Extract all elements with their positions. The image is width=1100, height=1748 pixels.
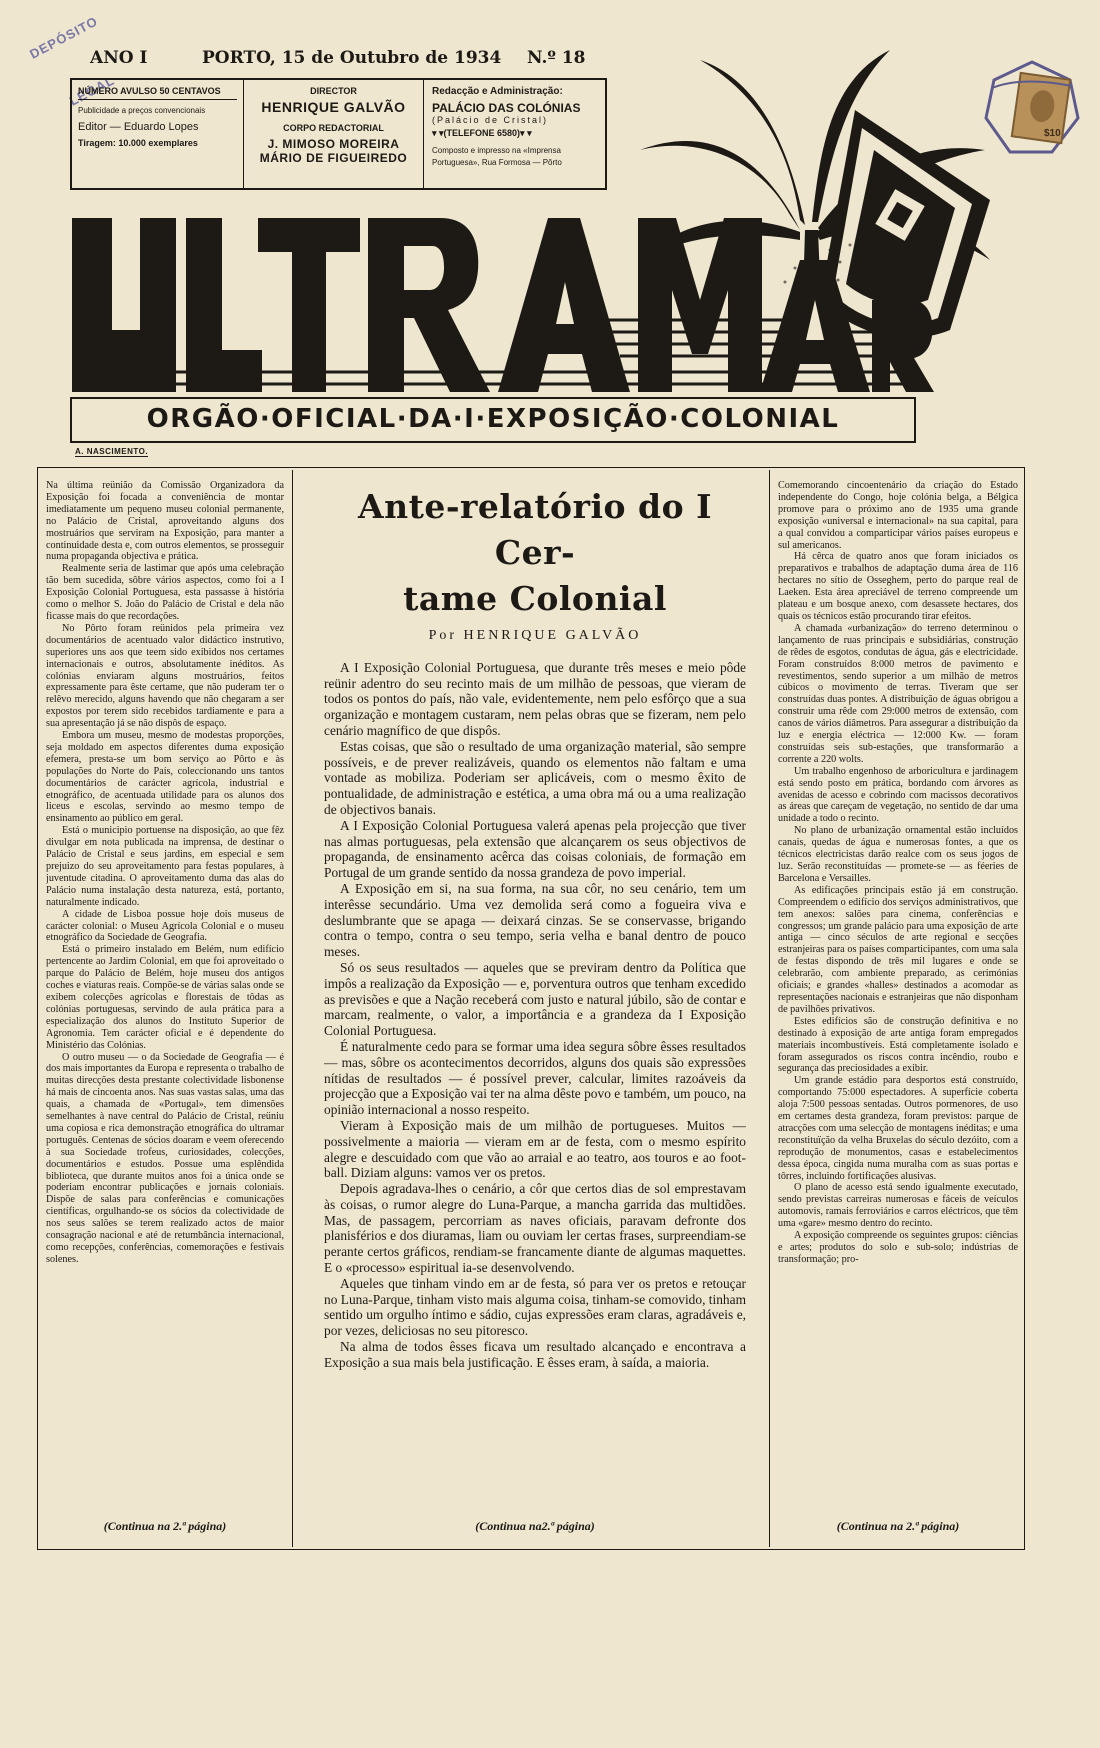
center-paragraph-9: Aqueles que tinham vindo em ar de festa, só para ver os pretos e retouçar no Luna-Parque, tinham visto mais alguma coisa, tinham-se comovido, tinham sentido um orgulho íntimo e sádio, cujas expressões eram claras, agradáveis e, por vezes, deliciosas no seu pitoresco.	[324, 1275, 746, 1339]
address-label: Redacção e Administração:	[432, 86, 563, 97]
center-paragraph-6: É naturalmente cedo para se formar uma idea segura sôbre êsses resultados — mas, sôbre os acontecimentos decorridos, alguns dos quais são expressões nítidas de resultados — é possível prever, calcular, limites razoáveis da projecção que a Exposição vai ter na alma dêste povo e também, um pouco, na opinião internacional a nosso respeito.	[324, 1038, 746, 1118]
right-paragraph-3: A chamada «urbanização» do terreno determinou o lançamento de ruas principais e subsidiárias, construção de rêdes de esgotos, condutas de água, gás e electricidade. Foram construídos 8:000 metros de pavimento e revestimentos, sendo superior a um milhão de metros cúbicos o movimento de terras. Tiveram que ser construídas duas pontes. A distribuição de águas obrigou a construir uma rêde com 29:000 metros de extensão, com canos de vários diâmetros. Para assegurar a distribuição da luz e energia eléctrica — 12:000 Kw. — foram construídas seis sub-estações, que transformarão a corrente a 220 wolts.	[778, 622, 1018, 765]
postage-value: $10	[1044, 128, 1061, 139]
director-label: DIRECTOR	[310, 86, 357, 96]
article-body	[324, 660, 746, 1371]
byline-prefix: Por	[428, 628, 458, 643]
staff-name-2: MÁRIO DE FIGUEIREDO	[259, 151, 408, 165]
editor-text: Editor — Eduardo Lopes	[78, 121, 199, 133]
left-paragraph-8: O outro museu — o da Sociedade de Geografia — é dos mais importantes da Europa e representa o trabalho de muitas direcções desta prestante colectividade lisbonense há mais de cincoenta anos. Nas suas vastas salas, uma das quais, a chamada de «Portugal», tem dimensões semelhantes à nave central do Palácio de Cristal, reüniu uma copiosa e rica demonstração etnográfica do ultramar português. Centenas de sócios doaram e veem oferecendo à sua Sociedade trofeus, curiosidades, colecções, documentários e estudos. Possue uma esplêndida biblioteca, que durante muitos anos foi a única onde se poderiam encontrar publicações e jornais coloniais. Dispõe de salas para conferências e comunicações científicas, orgulhando-se os sócios da colectividade de nos seus salões se terem realizado actos de maior consagração nacional e até de retumbância internacional, como recepções, conferências, comemorações e festivais solenes.	[46, 1051, 284, 1265]
issue-number: N.º 18	[527, 48, 586, 68]
right-column-article	[778, 480, 1018, 1748]
center-paragraph-3: A I Exposição Colonial Portuguesa valerá apenas pela projecção que tiver nas almas portuguesas, pela extensão que alcançarem os seus objectivos de propaganda, de ensinamento acêrca das coisas coloniais, de formação em Portugal de um grande sentido da nossa grandeza de povo imperial.	[324, 817, 746, 881]
right-continued-note: (Continua na 2.ª página)	[836, 1519, 960, 1533]
center-paragraph-8: Depois agradava-lhes o cenário, a côr que certos dias de sol emprestavam às coisas, o rumor alegre do Luna-Parque, a mancha garrida das multidões. Mas, de passagem, percorriam as naves oficiais, paravam defronte dos planisférios e dos diuramas, liam ou ouviam ler certas frases, surpreendiam-se perante certos gráficos, rendiam-se francamente diante de algumas maquettes. E o «processo» espiritual ia-se desenvolvendo.	[324, 1181, 746, 1276]
column-rule-right	[769, 470, 770, 1547]
phone-text: ▾ ▾(TELEFONE 6580)▾ ▾	[432, 128, 532, 138]
left-column-article	[46, 480, 284, 1748]
director-name: HENRIQUE GALVÃO	[261, 99, 406, 115]
left-paragraph-3: No Pôrto foram reünidos pela primeira vez documentários de acentuado valor didáctico instrutivo, superiores uns aos que teem sido exibidos nos certames internacionais e outros, absolutamente inéditos. As colónias enviaram alguns mostruários, feitos expressamente para êste certame, que não puderam ter o relêvo merecido, alguns havendo que não chegaram a ser expostos por terem sido recebidos tardiamente e para a sua apresentação já se não dispôs de espaço.	[46, 622, 284, 730]
byline-author: HENRIQUE GALVÃO	[463, 628, 642, 643]
article-title-line-2: tame Colonial	[403, 579, 667, 618]
right-paragraph-10: A exposição compreende os seguintes grupos: ciências e artes; produtos do solo e sub-solo; indústrias de transformação; pro-	[778, 1230, 1018, 1265]
left-continued-note: (Continua na 2.ª página)	[103, 1519, 227, 1533]
left-paragraph-2: Realmente seria de lastimar que após uma celebração tão bem sucedida, sôbre vários aspectos, como foi a I Exposição Colonial Portuguesa, esta passasse à história como o melhor S. João do Palácio de Cristal e dela não ficasse mais do que recordações.	[46, 563, 284, 622]
right-paragraph-1: Comemorando cincoentenário da criação do Estado independente do Congo, hoje colónia belga, a Bélgica promove para o próximo ano de 1935 uma grande exposição «universal e internacional» na sua capital, para a qual convidou a comparticipar vários países europeus e sul americanos.	[778, 480, 1018, 551]
address-place-sub: (Palácio de Cristal)	[432, 115, 549, 125]
article-title	[324, 484, 746, 622]
address-place: PALÁCIO DAS COLÓNIAS	[432, 101, 581, 115]
center-column-article	[324, 480, 746, 1748]
center-continued-note: (Continua na2.ª página)	[475, 1519, 595, 1533]
center-paragraph-2: Estas coisas, que são o resultado de uma organização material, são sempre possíveis, e de prever realizáveis, quando os elementos não faltam e uma vontade as mobiliza. Poderiam ser aplicáveis, com o mesmo êxito de pontualidade, de administração e estética, a uma obra má ou a uma realização de objectivos banais.	[324, 738, 746, 817]
deposito-legal-stamp: DEPÓSITO LEGAL	[27, 13, 118, 109]
ads-text: Publicidade a preços convencionais	[78, 106, 206, 115]
right-paragraph-2: Há cêrca de quatro anos que foram iniciados os preparativos e trabalhos de adaptação duma área de 116 hectares no sítio de Osseghem, perto do parque real de Laeken. Esta área apreciável de terreno compreende um plateau e um bosque anexo, com desassete hectares, dos quais os técnicos estão procurando tirar efeitos.	[778, 551, 1018, 622]
left-paragraph-6: A cidade de Lisboa possue hoje dois museus de carácter colonial: o Museu Agrícola Colonial e o museu etnográfico da Sociedade de Geografia.	[46, 908, 284, 944]
center-paragraph-10: Na alma de todos êsses ficava um resultado alcançado e encontrava a Exposição a sua mais bela justificação. E êsses eram, à saída, a maioria.	[324, 1339, 746, 1370]
printer-text-2: Portuguesa», Rua Formosa — Pôrto	[432, 158, 562, 167]
artist-signature: A. NASCIMENTO.	[75, 447, 149, 456]
masthead-subtitle: ORGÃO·OFICIAL·DA·I·EXPOSIÇÃO·COLONIAL	[70, 397, 916, 443]
right-paragraph-7: Estes edifícios são de construção definitiva e no destinado à exposição de arte antiga foram empregados materiais incombustíveis. Está completamente isolado e foram assegurados os riscos contra incêndio, roubo e segurança das preciosidades a exibir.	[778, 1015, 1018, 1075]
center-paragraph-4: A Exposição em si, na sua forma, na sua côr, no seu cenário, tem um interêsse secundário. Uma vez demolida será como a fogueira viva e deslumbrante que se apaga — deixará cinzas. Se se conservasse, brigando contra o tempo, contra o seu tempo, seria velha e banal dentro de pouco meses.	[324, 880, 746, 960]
column-rule-left	[292, 470, 293, 1547]
issue-date: PORTO, 15 de Outubro de 1934	[202, 48, 502, 68]
right-paragraph-4: Um trabalho engenhoso de arboricultura e jardinagem está sendo posto em prática, bordando com árvores as avenidas de acesso e cobrindo com macissos decorativos as áreas que careçam de vegetação, no sentido de dar uma unidade a todo o recinto.	[778, 765, 1018, 825]
printer-text-1: Composto e impresso na «Imprensa	[432, 146, 561, 155]
center-paragraph-1: A I Exposição Colonial Portuguesa, que durante três meses e meio pôde reünir adentro do seu recinto mais de um milhão de pessoas, que vieram de todos os pontos do país, não vale, evidentemente, nem pelo esfôrço que a sua organização e montagem custaram, nem pelas obras que se fizeram, nem pelo cenário magnífico de que dispôs.	[324, 659, 746, 738]
center-paragraph-5: Só os seus resultados — aqueles que se previram dentro da Política que impôs a realização da Exposição — e, porventura outros que tenham excedido as previsões e que a Nação receberá com justo e natural júbilo, são de contar e marcam, realmente, o valor, a importância e a grandeza da I Exposição Colonial Portuguesa.	[324, 959, 746, 1039]
article-byline	[324, 628, 746, 644]
right-paragraph-8: Um grande estádio para desportos está construído, comportando 75:000 espectadores. A superfície coberta aloja 7:500 pessoas sentadas. Outros pormenores, de uso em certames desta grandeza, foram previstos: parque de atracções com uma selecção de montagens inéditas; e uma reconstituïção da velha Bruxelas do século dezóito, com a reprodução de monumentos, casas e estabelecimentos dessa época, cingida numa muralha com as suas portas e tôrres, incluindo fortificações alusivas.	[778, 1075, 1018, 1182]
right-paragraph-9: O plano de acesso está sendo igualmente executado, sendo previstas carreiras numerosas e fáceis de veículos automovis, ramais ferroviários e carros eléctricos, que têm uma «gare» mesmo dentro do recinto.	[778, 1182, 1018, 1230]
left-paragraph-1: Na última reünião da Comissão Organizadora da Exposição foi focada a conveniência de montar imediatamente um pequeno museu colonial permanente, no Palácio de Cristal, aproveitando alguns dos mostruários que serviram na Exposição, para manter a continuidade desta e, com outros elementos, se prosseguir numa propaganda objectiva e prática.	[46, 480, 284, 563]
center-paragraph-7: Vieram à Exposição mais de um milhão de portugueses. Muitos — possivelmente a maioria — vieram em ar de festa, com o mesmo espírito alegre e descuidado com que vão ao arraial e ao teatro, aos touros e ao foot-ball. Diziam alguns: vamos ver os pretos.	[324, 1117, 746, 1181]
staff-name-1: J. MIMOSO MOREIRA	[267, 137, 400, 151]
right-paragraph-6: As edificações principais estão já em construção. Compreendem o edifício dos serviços administrativos, que tem anexos: salões para cinema, conferências e congressos; um grande palácio para uma exposição de arte antiga — cinco séculos de arte regional e secções estranjeiras para os países comparticipantes, com uma sala de festas dispondo de três mil lugares e onde se celebrarão, com ambiente preparado, as cerimónias oficiais; e grandes «halles» destinados a acomodar as representações nacionais e estranjeiras que não disponham de pavilhões privativos.	[778, 884, 1018, 1015]
print-run-text: Tiragem: 10.000 exemplares	[78, 138, 198, 148]
left-paragraph-7: Está o primeiro instalado em Belém, num edifício pertencente ao Jardim Colonial, em que foi aproveitado o parque do Palácio de Belém, hoje museu dos antigos coches e viaturas reais. Compõe-se de várias salas onde se exibem colecções agrícolas e florestais de tôdas as colónias portuguesas, servindo de aula prática para a especialização dos alunos do Instituto Superior de Agronomia. Tem carácter oficial e é dependente do Ministério das Colónias.	[46, 944, 284, 1051]
article-title-line-1: Ante-relatório do I Cer-	[357, 487, 713, 572]
right-paragraph-5: No plano de urbanização ornamental estão incluídos canais, quedas de água e numerosas fontes, a que os técnicos electricistas darão realce com os seus jogos de luz. Serão reconstituídas — promete-se — as féeries de Barcelona e Versailles.	[778, 825, 1018, 884]
left-paragraph-4: Embora um museu, mesmo de modestas proporções, seja moldado em aspectos diferentes duma exposição efemera, presta-se um bom serviço ao Pôrto e às populações do Norte do País, coleccionando uns tantos documentários de carácter agrícola, industrial e etnográfico, de acentuada utilidade para os alunos dos liceus e escolas, servindo ao mesmo tempo de ensinamento ao público em geral.	[46, 730, 284, 825]
issue-year: ANO I	[90, 48, 148, 68]
price-text: NÚMERO AVULSO 50 CENTAVOS	[78, 86, 237, 100]
left-paragraph-5: Está o municipio portuense na disposição, ao que fêz divulgar em nota publicada na imprensa, de destinar o Palácio de Cristal e seus jardins, em especial e sem prejuizo do seu aproveitamento para festas populares, à juventude citadina. O aproveitamento duma das alas do Palácio numa instalação desta natureza, está, portanto, naturalmente indicado.	[46, 825, 284, 908]
staff-label: CORPO REDACTORIAL	[283, 123, 384, 133]
